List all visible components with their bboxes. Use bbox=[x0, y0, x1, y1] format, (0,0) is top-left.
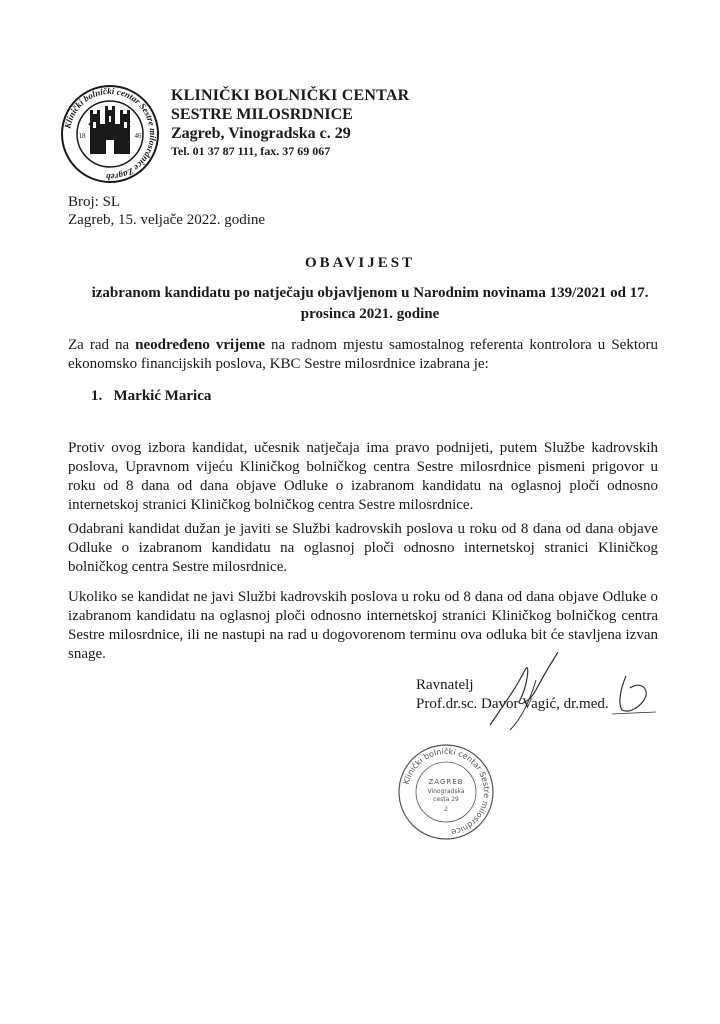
logo-year-left: 18 bbox=[78, 132, 86, 140]
paragraph-1-bold: neodređeno vrijeme bbox=[135, 337, 266, 353]
paragraph-2: Protiv ovog izbora kandidat, učesnik natječaja ima pravo podnijeti, putem Službe kadrovskih poslova, Upravnom vijeću Kliničkog bolničkog centra Sestre milosrdnice pismeni prigovor u roku od 8 dana od dana objave Odluke o izabranom kandidatu na oglasnoj ploči odnosno internetskoj stranici Kliničkog bolničkog centra Sestre milosrdnice. bbox=[68, 440, 658, 513]
institution-name-line1: KLINIČKI BOLNIČKI CENTAR bbox=[171, 87, 410, 104]
stamp-ring-text: Klinički bolnički centar Sestre milosrdnice bbox=[401, 746, 492, 837]
place-date: Zagreb, 15. veljače 2022. godine bbox=[68, 212, 266, 228]
letterhead bbox=[171, 86, 409, 160]
hospital-logo bbox=[60, 84, 160, 184]
crescent-icon: ☾ bbox=[127, 120, 135, 129]
logo-year-right: 46 bbox=[134, 132, 142, 140]
official-stamp bbox=[396, 742, 496, 842]
signatory-role: Ravnatelj bbox=[416, 677, 474, 693]
logo-ring-text: Klinički bolnički centar Sestre milosrdnice Zagreb bbox=[62, 85, 159, 183]
institution-contact: Tel. 01 37 87 111, fax. 37 69 067 bbox=[171, 144, 331, 158]
document-reference bbox=[68, 193, 265, 229]
stamp-street: Vinogradska bbox=[427, 788, 465, 795]
signature-block bbox=[416, 676, 609, 714]
signatory-name: Prof.dr.sc. Davor Vagić, dr.med. bbox=[416, 696, 609, 712]
institution-address: Zagreb, Vinogradska c. 29 bbox=[171, 125, 351, 142]
document-subtitle: izabranom kandidatu po natječaju objavljenom u Narodnim novinama 139/2021 od 17. prosinca 2021. godine bbox=[91, 285, 649, 322]
paragraph-1 bbox=[68, 336, 658, 374]
stamp-number: cesta 29 bbox=[433, 796, 459, 803]
institution-name-line2: SESTRE MILOSRDNICE bbox=[171, 106, 353, 123]
reference-number: Broj: SL bbox=[68, 194, 121, 210]
paragraph-4: Ukoliko se kandidat ne javi Službi kadrovskih poslova u roku od 8 dana od dana objave Odluke o izabranom kandidatu na oglasnoj ploči odnosno internetskoj stranici Kliničkog bolničkog centra Sestre milosrdnice, ili ne nastupi na rad u dogovorenom terminu ova odluka bit će stavljena izvan snage. bbox=[68, 589, 658, 662]
paragraph-3: Odabrani kandidat dužan je javiti se Službi kadrovskih poslova u roku od 8 dana od dana objave Odluke o izabranom kandidatu na oglasnoj ploči odnosno internetskoj stranici Kliničkog bolničkog centra Sestre milosrdnice. bbox=[68, 521, 658, 575]
paragraph-1-before: Za rad na bbox=[68, 337, 136, 353]
stamp-city: ZAGREB bbox=[428, 778, 464, 786]
star-icon: ✦ bbox=[87, 120, 94, 129]
stamp-code: 2 bbox=[444, 806, 448, 813]
paragraph-1-after: na radnom mjestu samostalnog referenta kontrolora u Sektoru ekonomsko financijskih poslova, KBC Sestre milosrdnice izabrana je: bbox=[68, 337, 658, 372]
selected-candidate: 1. Markić Marica bbox=[91, 388, 212, 404]
document-title: OBAVIJEST bbox=[304, 255, 416, 271]
